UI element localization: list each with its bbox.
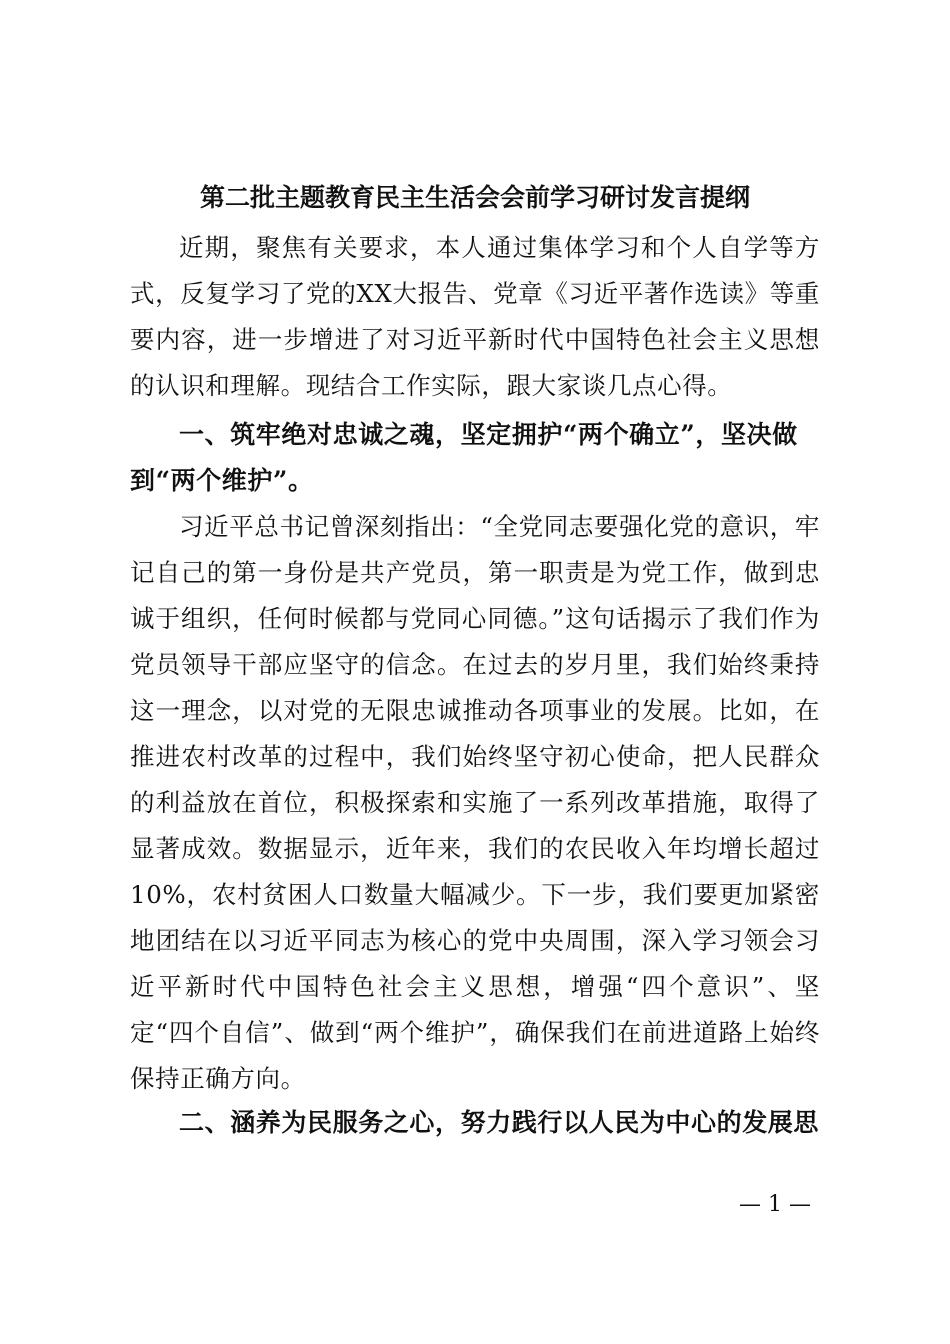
section-2-heading-block [130, 1100, 820, 1146]
section-1-body-block [130, 504, 820, 1102]
intro-paragraph: 近期，聚焦有关要求，本人通过集体学习和个人自学等方式，反复学习了党的XX大报告、党章《习近平著作选读》等重要内容，进一步增进了对习近平新时代中国特色社会主义思想的认识和理解。现结合工作实际，跟大家谈几点心得。 [130, 233, 820, 400]
section-1-heading-block [130, 412, 820, 504]
intro-block [130, 225, 820, 409]
section-1-heading: 一、筑牢绝对忠诚之魂，坚定拥护“两个确立”，坚决做到“两个维护”。 [130, 420, 798, 495]
section-2-heading: 二、涵养为民服务之心，努力践行以人民为中心的发展思 [179, 1108, 820, 1137]
section-1-paragraph: 习近平总书记曾深刻指出：“全党同志要强化党的意识，牢记自己的第一身份是共产党员，第一职责是为党工作，做到忠诚于组织，任何时候都与党同心同德。”这句话揭示了我们作为党员领导干部应坚守的信念。在过去的岁月里，我们始终秉持这一理念，以对党的无限忠诚推动各项事业的发展。比如，在推进农村改革的过程中，我们始终坚守初心使命，把人民群众的利益放在首位，积极探索和实施了一系列改革措施，取得了显著成效。数据显示，近年来，我们的农民收入年均增长超过10%，农村贫困人口数量大幅减少。下一步，我们要更加紧密地团结在以习近平同志为核心的党中央周围，深入学习领会习近平新时代中国特色社会主义思想，增强“四个意识”、坚定“四个自信”、做到“两个维护”，确保我们在前进道路上始终保持正确方向。 [130, 512, 820, 1093]
page-number: — 1 — [739, 1192, 811, 1217]
document-title: 第二批主题教育民主生活会会前学习研讨发言提纲 [199, 183, 750, 212]
